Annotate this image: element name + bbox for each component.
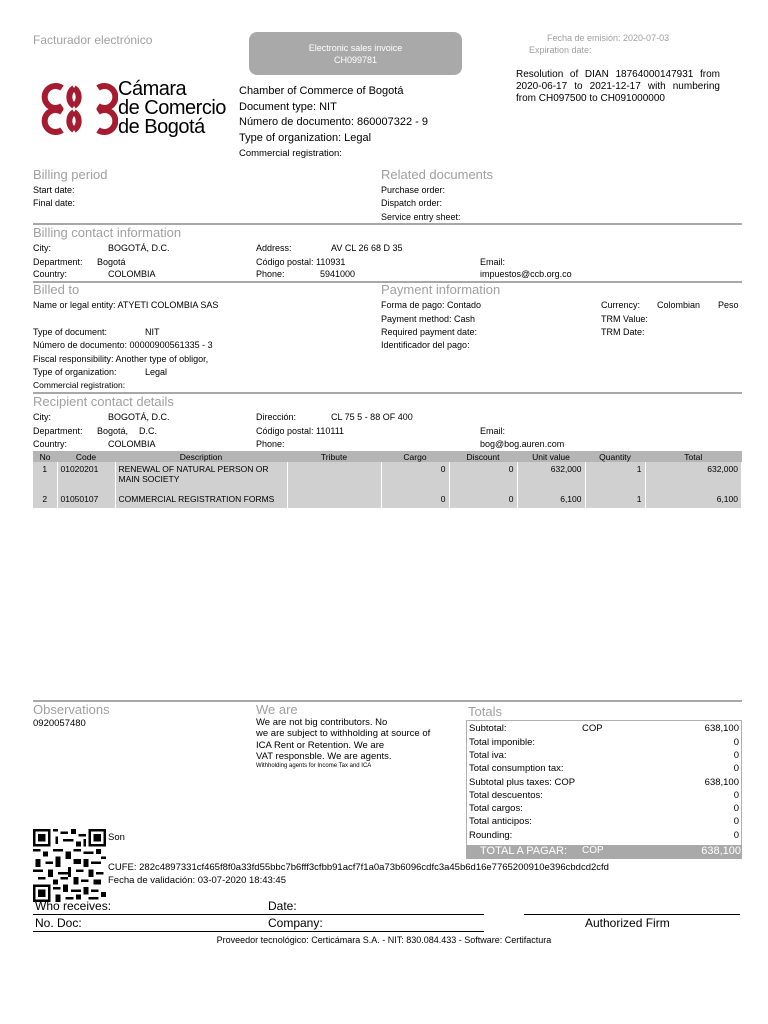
recipient-postal-code: Código postal: 110111 [256, 426, 345, 436]
recipient-address-label: Dirección: [256, 412, 297, 422]
trm-value: TRM Value: [601, 314, 648, 324]
validation-date: Fecha de validación: 03-07-2020 18:43:45 [108, 875, 286, 886]
recipient-country-label: Country: [33, 439, 68, 449]
customer-org-label: Type of organization: [33, 367, 117, 377]
invoice-number: CH099781 [333, 55, 378, 65]
recipient-city: BOGOTÁ, D.C. [108, 412, 170, 422]
item-cargo: 0 [381, 492, 449, 508]
amount-in-words: Son [108, 832, 125, 843]
recipient-department-label: Department: [33, 426, 83, 436]
ccb-logo-icon [40, 82, 118, 136]
currency-value: Colombian [657, 300, 701, 310]
item-quantity: 1 [585, 462, 645, 492]
recipient-address: CL 75 5 - 88 OF 400 [331, 412, 413, 422]
purchase-order: Purchase order: [381, 185, 446, 195]
dian-resolution: Resolution of DIAN 18764000147931 from 2020-06-17 to 2021-12-17 with numbering from CH097500 to CH091000000 [516, 69, 720, 104]
we-are-text: We are not big contributors. No we are subject to withholding at source of ICA Rent or Retention. We are VAT responsble. We are agents. Withholding agents for Income Tax and ICA [256, 717, 431, 770]
customer-name: Name or legal entity: ATYETI COLOMBIA SAS [33, 300, 219, 310]
billing-phone-label: Phone: [256, 269, 285, 279]
col-cargo: Cargo [381, 451, 449, 462]
currency-label: Currency: [601, 300, 641, 310]
customer-doc-type-label: Type of document: [33, 327, 108, 337]
billing-address: AV CL 26 68 D 35 [331, 243, 403, 253]
date-label: Date: [268, 899, 297, 913]
dispatch-order: Dispatch order: [381, 198, 443, 208]
item-cargo: 0 [381, 462, 449, 492]
observations-text: 0920057480 [33, 718, 86, 729]
ccb-logo-mark [40, 82, 118, 136]
service-entry-sheet: Service entry sheet: [381, 212, 461, 222]
billing-phone: 5941000 [320, 269, 356, 279]
item-total: 6,100 [645, 492, 742, 508]
signature-line [33, 914, 484, 915]
item-unit-value: 6,100 [517, 492, 585, 508]
invoice-title: Electronic sales invoice [308, 43, 403, 53]
col-description: Description [115, 451, 287, 462]
authorized-firm-label: Authorized Firm [585, 916, 670, 930]
issuer-doc-type: Document type: NIT [239, 100, 337, 113]
item-unit-value: 632,000 [517, 462, 585, 492]
billing-country: COLOMBIA [108, 269, 156, 279]
expiration-date: Expiration date: [529, 45, 592, 55]
items-table [33, 451, 742, 508]
technology-provider: Proveedor tecnológico: Certicámara S.A. - NIT: 830.084.433 - Software: Certifactura [216, 935, 552, 945]
customer-doc-type: NIT [145, 327, 160, 337]
item-no: 2 [33, 492, 57, 508]
qr-code-icon [33, 829, 106, 902]
item-tribute [287, 492, 381, 508]
billing-postal-code: Código postal: 110931 [256, 257, 346, 267]
issuer-doc-number: Número de documento: 860007322 - 9 [239, 116, 428, 128]
billing-address-label: Address: [256, 243, 292, 253]
issue-date: Fecha de emisión: 2020-07-03 [547, 33, 670, 43]
related-documents-title: Related documents [381, 167, 494, 182]
billing-period-title: Billing period [33, 167, 108, 182]
item-quantity: 1 [585, 492, 645, 508]
col-tribute: Tribute [287, 451, 381, 462]
item-no: 1 [33, 462, 57, 492]
final-date: Final date: [33, 198, 76, 208]
payment-method: Payment method: Cash [381, 314, 476, 324]
customer-org: Legal [145, 367, 168, 377]
items-header-row [33, 451, 742, 462]
item-code: 01020201 [57, 462, 115, 492]
billing-email-label: Email: [480, 257, 506, 267]
table-row [33, 492, 742, 508]
trm-date: TRM Date: [601, 327, 645, 337]
required-payment-date: Required payment date: [381, 327, 478, 337]
cufe: CUFE: 282c4897331cf465f8f0a33fd55bbc7b6fff3cfbb91acf7f1a0a73b6096cdfc3a45b6d16e7765200910e396cbdcd2cfd [108, 862, 609, 873]
customer-doc-number: Número de documento: 00000900561335 - 3 [33, 340, 213, 350]
payment-identifier: Identificador del pago: [381, 340, 470, 350]
item-total: 632,000 [645, 462, 742, 492]
billing-city-label: City: [33, 243, 51, 253]
start-date: Start date: [33, 185, 75, 195]
issuer-label: Facturador electrónico [33, 33, 153, 47]
col-no: No [33, 451, 57, 462]
col-total: Total [645, 451, 742, 462]
issuer-details [239, 84, 428, 162]
billing-email: impuestos@ccb.org.co [480, 269, 572, 279]
issuer-commercial-reg: Commercial registration: [239, 148, 342, 159]
col-quantity: Quantity [585, 451, 645, 462]
item-discount: 0 [449, 492, 517, 508]
recipient-contact-title: Recipient contact details [33, 394, 174, 409]
recipient-email-label: Email: [480, 426, 506, 436]
authorized-signature-line [524, 914, 740, 915]
item-discount: 0 [449, 462, 517, 492]
col-code: Code [57, 451, 115, 462]
billing-department: Bogotá [97, 257, 126, 267]
billed-to-title: Billed to [33, 282, 80, 297]
total-to-pay: TOTAL A PAGAR: COP 638,100 [466, 845, 742, 859]
billing-country-label: Country: [33, 269, 68, 279]
recipient-department-2: D.C. [139, 426, 157, 436]
billing-contact-title: Billing contact information [33, 225, 182, 240]
observations-title: Observations [33, 702, 110, 717]
issuer-name: Chamber of Commerce of Bogotá [239, 85, 404, 97]
payment-form: Forma de pago: Contado [381, 300, 482, 310]
divider [33, 700, 742, 702]
no-doc-label: No. Doc: [35, 916, 82, 930]
company-label: Company: [268, 916, 323, 930]
item-description: COMMERCIAL REGISTRATION FORMS [115, 492, 287, 508]
billing-city: BOGOTÁ, D.C. [108, 243, 170, 253]
item-description: RENEWAL OF NATURAL PERSON OR MAIN SOCIETY [115, 462, 287, 492]
recipient-city-label: City: [33, 412, 51, 422]
recipient-department: Bogotá, [97, 426, 129, 436]
table-row [33, 462, 742, 492]
currency-value-2: Peso [718, 300, 739, 310]
who-receives-label: Who receives: [35, 899, 112, 913]
col-unit-value: Unit value [517, 451, 585, 462]
recipient-country: COLOMBIA [108, 439, 156, 449]
issuer-org-type: Type of organization: Legal [239, 131, 372, 144]
customer-commercial-reg: Commercial registration: [33, 380, 126, 390]
totals-title: Totals [468, 704, 502, 719]
ccb-logo-text: Cámara de Comercio de Bogotá [118, 78, 226, 138]
item-tribute [287, 462, 381, 492]
invoice-title-pill [249, 32, 462, 75]
signature-line [33, 931, 484, 932]
col-discount: Discount [449, 451, 517, 462]
payment-info-title: Payment information [381, 282, 501, 297]
item-code: 01050107 [57, 492, 115, 508]
billing-department-label: Department: [33, 257, 83, 267]
customer-fiscal: Fiscal responsibility: Another type of obligor, [33, 354, 209, 364]
recipient-phone-label: Phone: [256, 439, 285, 449]
we-are-title: We are [256, 702, 298, 717]
recipient-email: bog@bog.auren.com [480, 439, 565, 449]
